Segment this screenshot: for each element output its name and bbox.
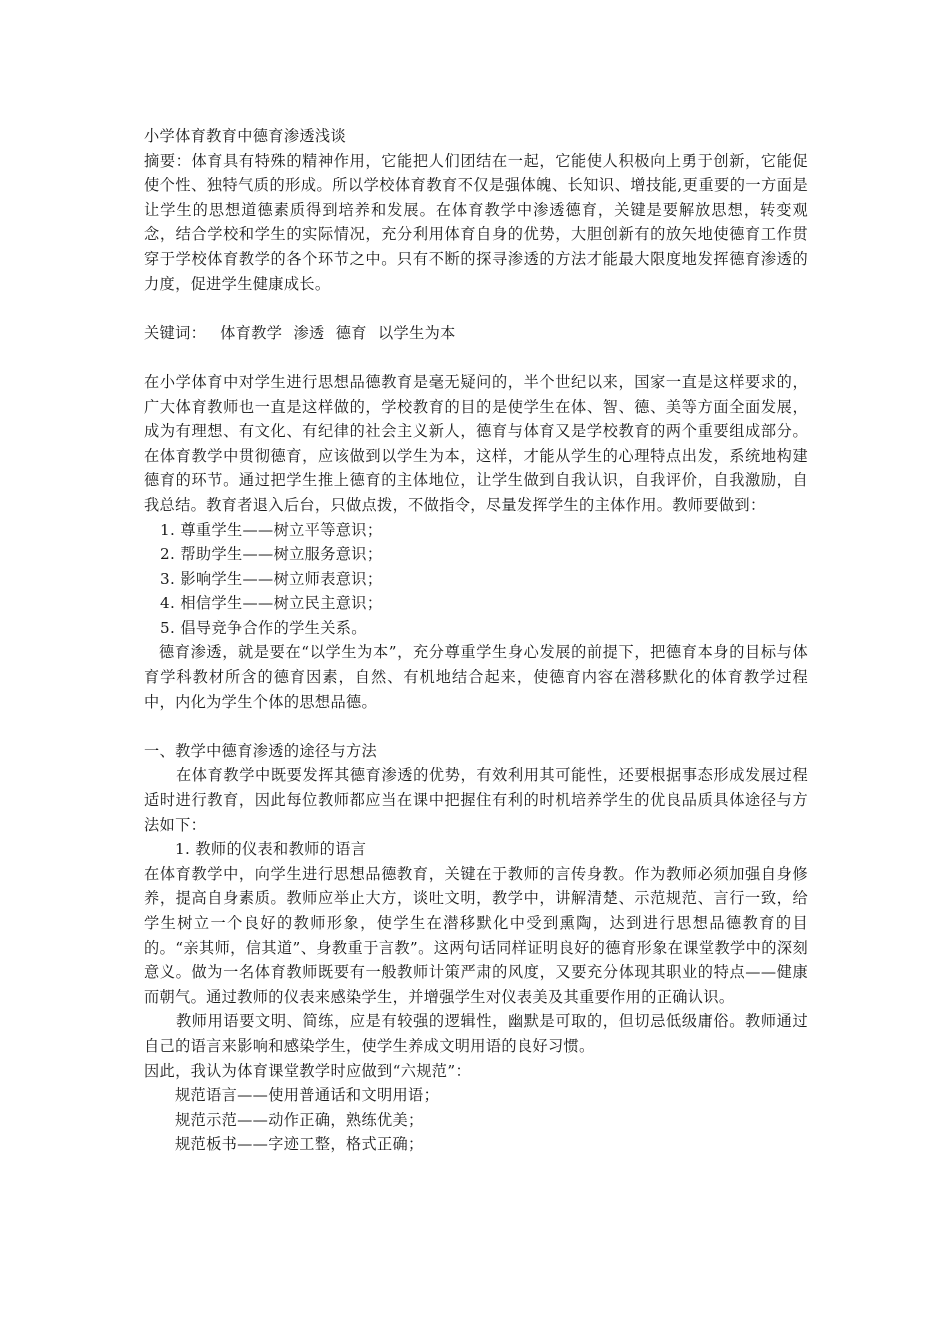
document-title: 小学体育教育中德育渗透浅谈 (144, 127, 346, 145)
norm-item: 规范语言——使用普通话和文明用语； (175, 1086, 440, 1105)
penetration-paragraph: 德育渗透，就是要在“以学生为本”，充分尊重学生身心发展的前提下，把德育本身的目标与体育学科教材所含的德育因素，自然、有机地结合起来，使德育内容在潜移默化的体育教学过程中，内化为学生个体的思想品德。 (144, 643, 808, 711)
keywords-label: 关键词： (144, 323, 207, 342)
norm-item: 规范板书——字迹工整，格式正确； (175, 1135, 424, 1154)
subsection-heading: 1. 教师的仪表和教师的语言 (175, 840, 367, 859)
list-item: 3. 影响学生——树立师表意识； (160, 569, 383, 588)
list-item: 4. 相信学生——树立民主意识； (160, 594, 383, 613)
norm-item: 规范示范——动作正确，熟练优美； (175, 1110, 424, 1129)
abstract-paragraph: 摘要：体育具有特殊的精神作用，它能把人们团结在一起，它能使人积极向上勇于创新，它能促使个性、独特气质的形成。所以学校体育教育不仅是强体魄、长知识、增技能,更重要的一方面是让学生的思想道德素质得到培养和发展。在体育教学中渗透德育，关键是要解放思想，转变观念，结合学校和学生的实际情况，充分利用体育自身的优势，大胆创新有的放矢地使德育工作贯穿于学校体育教学的各个环节之中。只有不断的探寻渗透的方法才能最大限度地发挥德育渗透的力度，促进学生健康成长。 (144, 151, 808, 293)
section-intro-paragraph: 在体育教学中既要发挥其德育渗透的优势，有效利用其可能性，还要根据事态形成发展过程适时进行教育，因此每位教师都应当在课中把握住有利的时机培养学生的优良品质具体途径与方法如下： (144, 766, 808, 834)
teacher-duty-list (144, 518, 808, 641)
list-item: 5. 倡导竞争合作的学生关系。 (160, 618, 367, 637)
list-item: 2. 帮助学生——树立服务意识； (160, 545, 383, 564)
keywords-line (144, 321, 808, 346)
list-item: 1. 尊重学生——树立平等意识； (160, 520, 383, 539)
document-page (144, 124, 808, 1157)
blank-line (144, 714, 808, 739)
keywords-terms: 体育教学 渗透 德育 以学生为本 (220, 323, 456, 342)
intro-paragraph: 在小学体育中对学生进行思想品德教育是毫无疑问的，半个世纪以来，国家一直是这样要求的，广大体育教师也一直是这样做的，学校教育的目的是使学生在体、智、德、美等方面全面发展，成为有理想、有文化、有纪律的社会主义新人，德育与体育又是学校教育的两个重要组成部分。在体育教学中贯彻德育，应该做到以学生为本，这样，才能从学生的心理特点出发，系统地构建德育的环节。通过把学生推上德育的主体地位，让学生做到自我认识，自我评价，自我激励，自我总结。教育者退入后台，只做点拨，不做指令，尽量发挥学生的主体作用。教师要做到： (144, 372, 808, 514)
language-paragraph: 教师用语要文明、简练，应是有较强的逻辑性，幽默是可取的，但切忌低级庸俗。教师通过自己的语言来影响和感染学生，使学生养成文明用语的良好习惯。 (144, 1012, 808, 1055)
section-heading: 一、教学中德育渗透的途径与方法 (144, 741, 378, 760)
blank-line (144, 296, 808, 321)
blank-line (144, 345, 808, 370)
six-norms-intro: 因此，我认为体育课堂教学时应做到“六规范”： (144, 1061, 471, 1080)
appearance-paragraph: 在体育教学中，向学生进行思想品德教育，关键在于教师的言传身教。作为教师必须加强自身修养，提高自身素质。教师应举止大方，谈吐文明，教学中，讲解清楚、示范规范、言行一致，给学生树立一个良好的教师形象，使学生在潜移默化中受到熏陶，达到进行思想品德教育的目的。“亲其师，信其道”、身教重于言教”。这两句话同样证明良好的德育形象在课堂教学中的深刻意义。做为一名体育教师既要有一般教师计策严肃的风度，又要充分体现其职业的特点——健康而朝气。通过教师的仪表来感染学生，并增强学生对仪表美及其重要作用的正确认识。 (144, 864, 808, 1006)
